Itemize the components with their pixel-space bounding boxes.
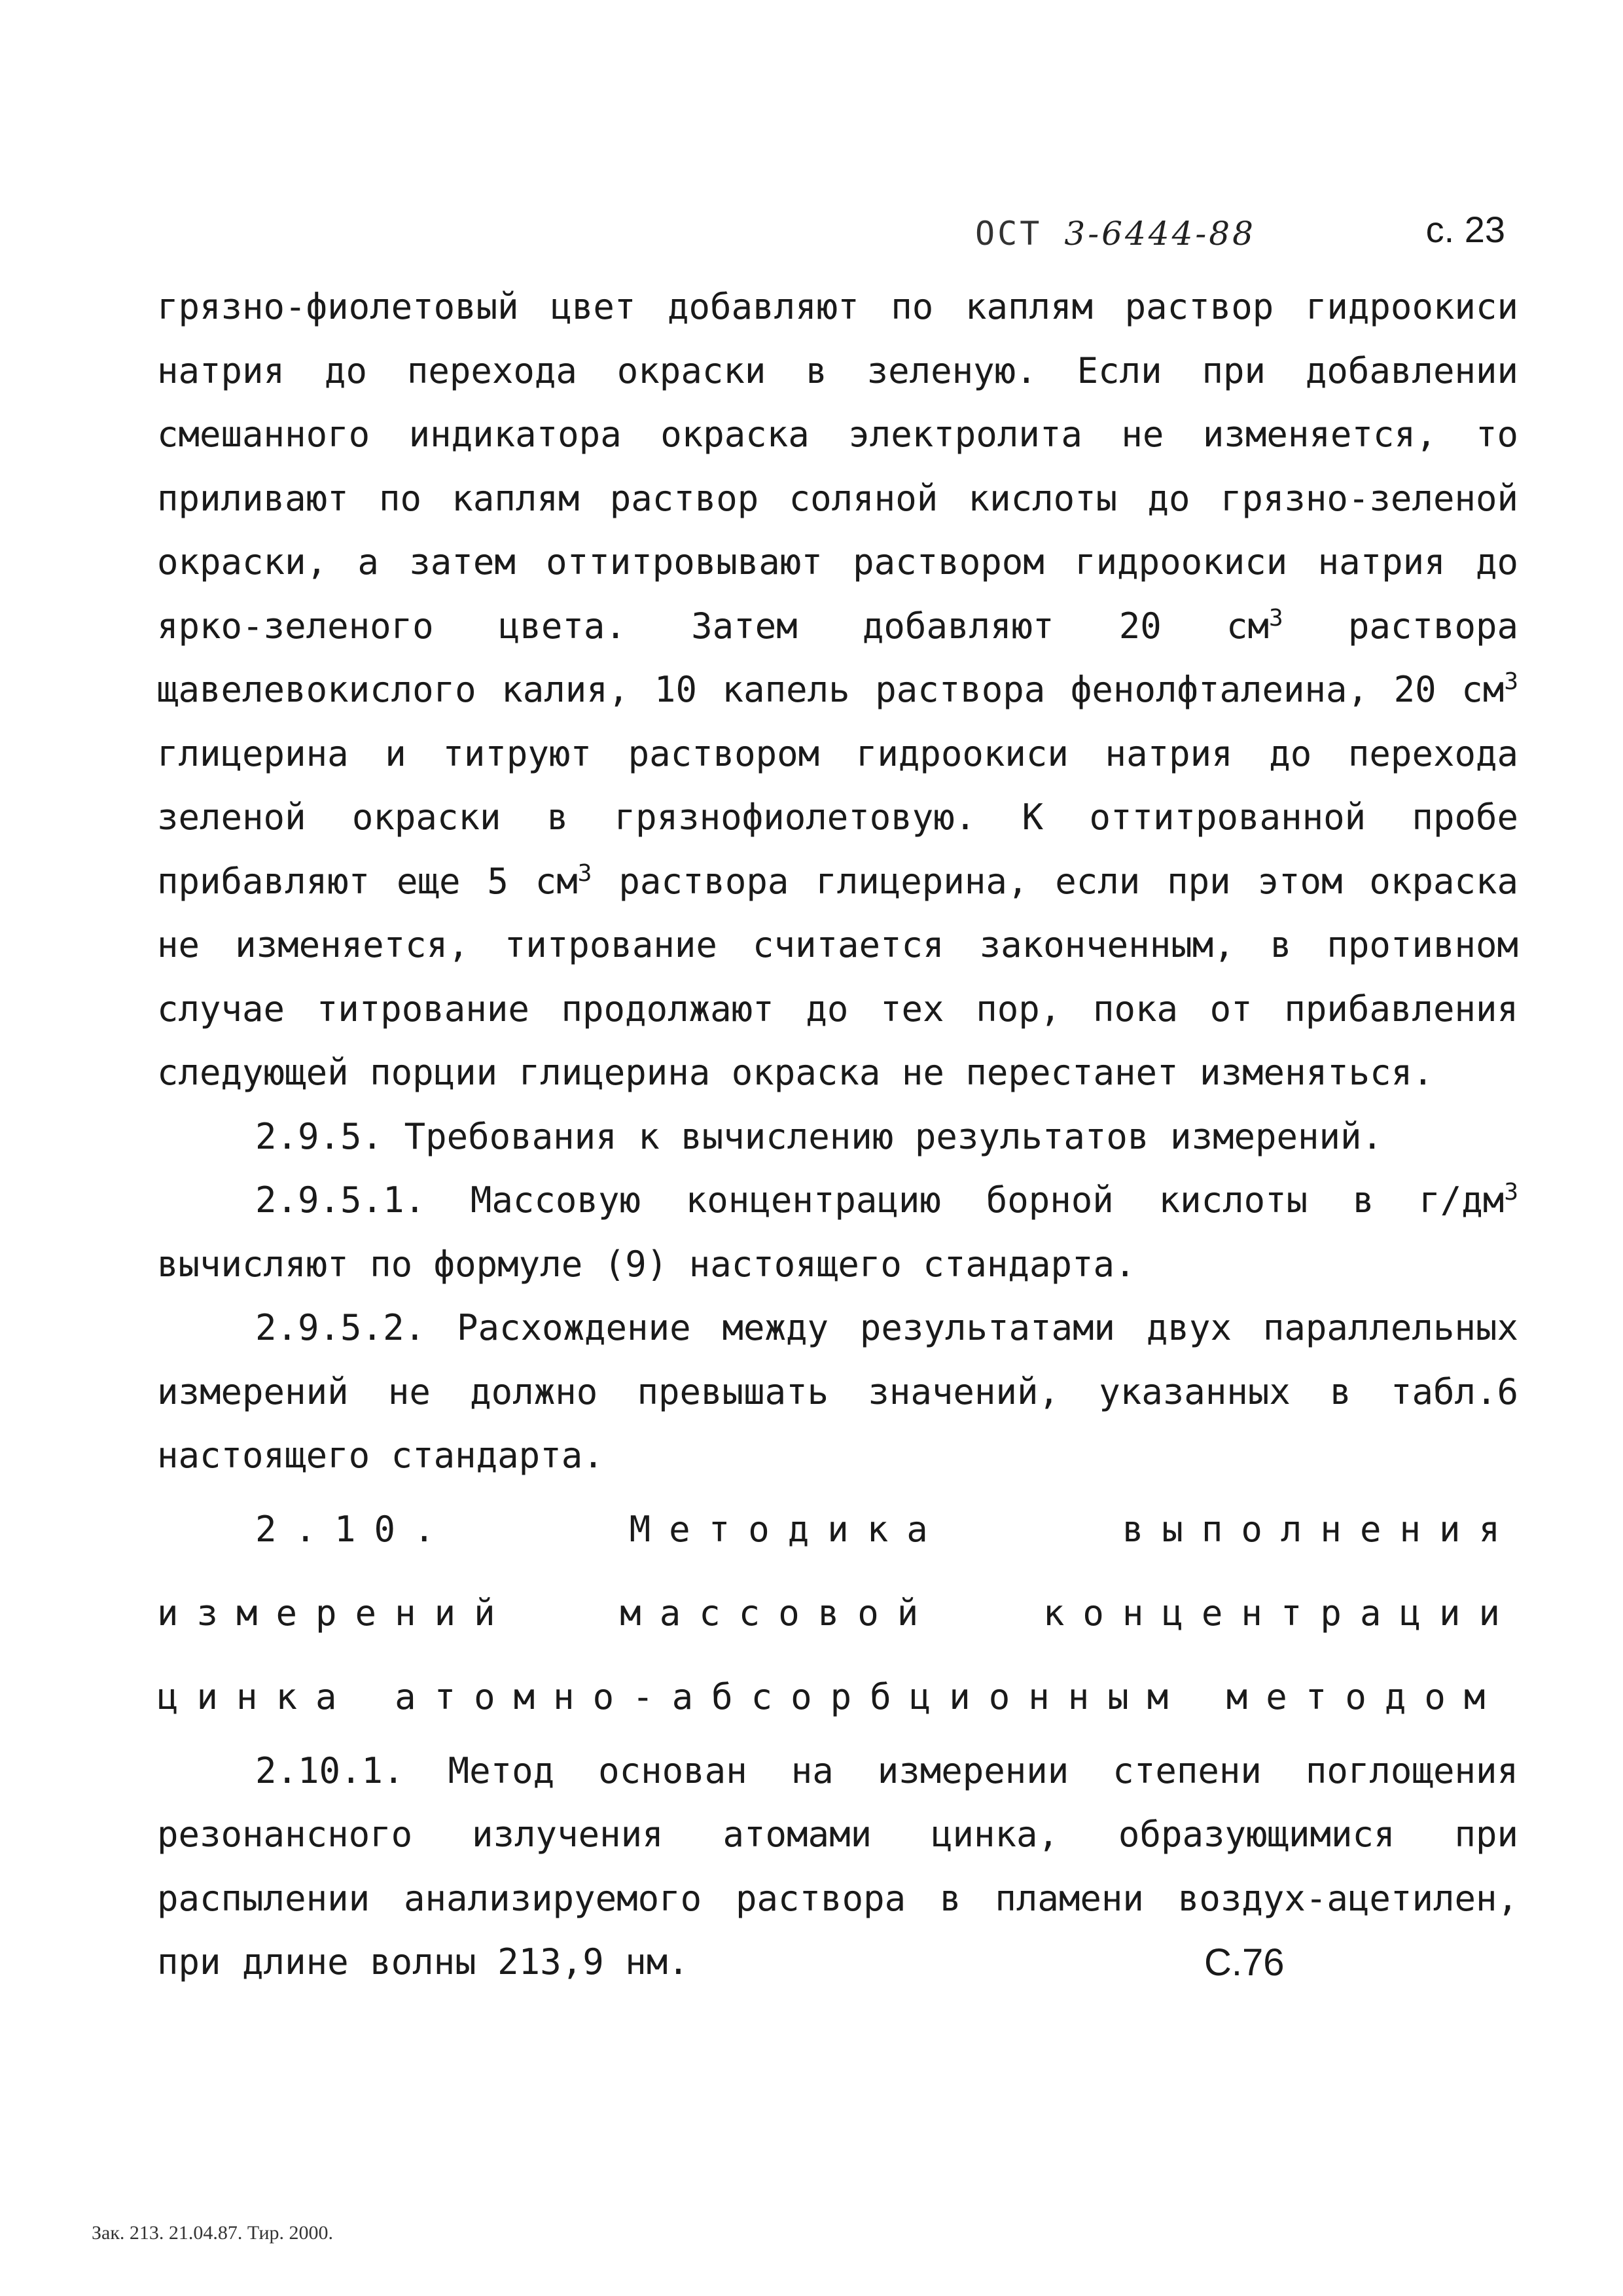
superscript: 3 bbox=[1504, 668, 1518, 695]
document-body bbox=[157, 275, 1518, 1994]
paragraph-2-10-1: 2.10.1. Метод основан на измерении степени поглощения резонансного излучения атомами цинка, образующимися при распылении анализируемого раствора в пламени воздух-ацетилен, при длине волны 213,9 нм. bbox=[157, 1749, 1518, 1982]
superscript: 3 bbox=[1269, 604, 1283, 632]
text-run: глицерина и титруют раствором гидроокиси натрия до перехода зеленой окраски в грязнофиолетовую. К оттитрованной пробе прибавляют еще 5 см bbox=[157, 732, 1518, 902]
superscript: 3 bbox=[1504, 1179, 1518, 1206]
paragraph-titration bbox=[157, 275, 1518, 1105]
document-code bbox=[975, 215, 1256, 253]
document-code-number: 3-6444-88 bbox=[1064, 215, 1256, 253]
paragraph-2-9-5: 2.9.5. Требования к вычислению результатов измерений. bbox=[255, 1115, 1383, 1157]
superscript: 3 bbox=[577, 859, 592, 887]
print-imprint: Зак. 213. 21.04.87. Тир. 2000. bbox=[92, 2222, 334, 2244]
page-header bbox=[962, 208, 1525, 267]
document-code-prefix: ОСТ bbox=[975, 215, 1043, 253]
text-run: 2.9.5.1. Массовую концентрацию борной кислоты в г/дм bbox=[255, 1179, 1505, 1221]
page-number: с. 23 bbox=[1425, 209, 1505, 250]
section-heading-2-10: 2.10. Методика выполнения измерений массовой концентрации цинка атомно-абсорбционным методом bbox=[157, 1508, 1518, 1717]
text-run: раствора щавелевокислого калия, 10 капель раствора фенолфталеина, 20 см bbox=[157, 605, 1518, 710]
page-marker: С.76 bbox=[1204, 1941, 1285, 1984]
text-run: вычисляют по формуле (9) настоящего стандарта. bbox=[157, 1243, 1136, 1285]
paragraph-2-9-5-2: 2.9.5.2. Расхождение между результатами двух параллельных измерений не должно превышать значений, указанных в табл.6 настоящего стандарта. bbox=[157, 1307, 1518, 1476]
text-run: грязно-фиолетовый цвет добавляют по каплям раствор гидроокиси натрия до перехода окраски в зеленую. Если при добавлении смешанного индикатора окраска электролита не изменяется, то приливают по каплям раствор соляной кислоты до грязно-зеленой окраски, а затем оттитровывают раствором гидроокиси натрия до ярко-зеленого цвета. Затем добавляют 20 см bbox=[157, 286, 1518, 647]
paragraph-2-9-5-1 bbox=[157, 1168, 1518, 1296]
text-run: раствора глицерина, если при этом окраска не изменяется, титрование считается законченным, в противном случае титрование продолжают до тех пор, пока от прибавления следующей порции глицерина окраска не перестанет изменяться. bbox=[157, 860, 1518, 1093]
